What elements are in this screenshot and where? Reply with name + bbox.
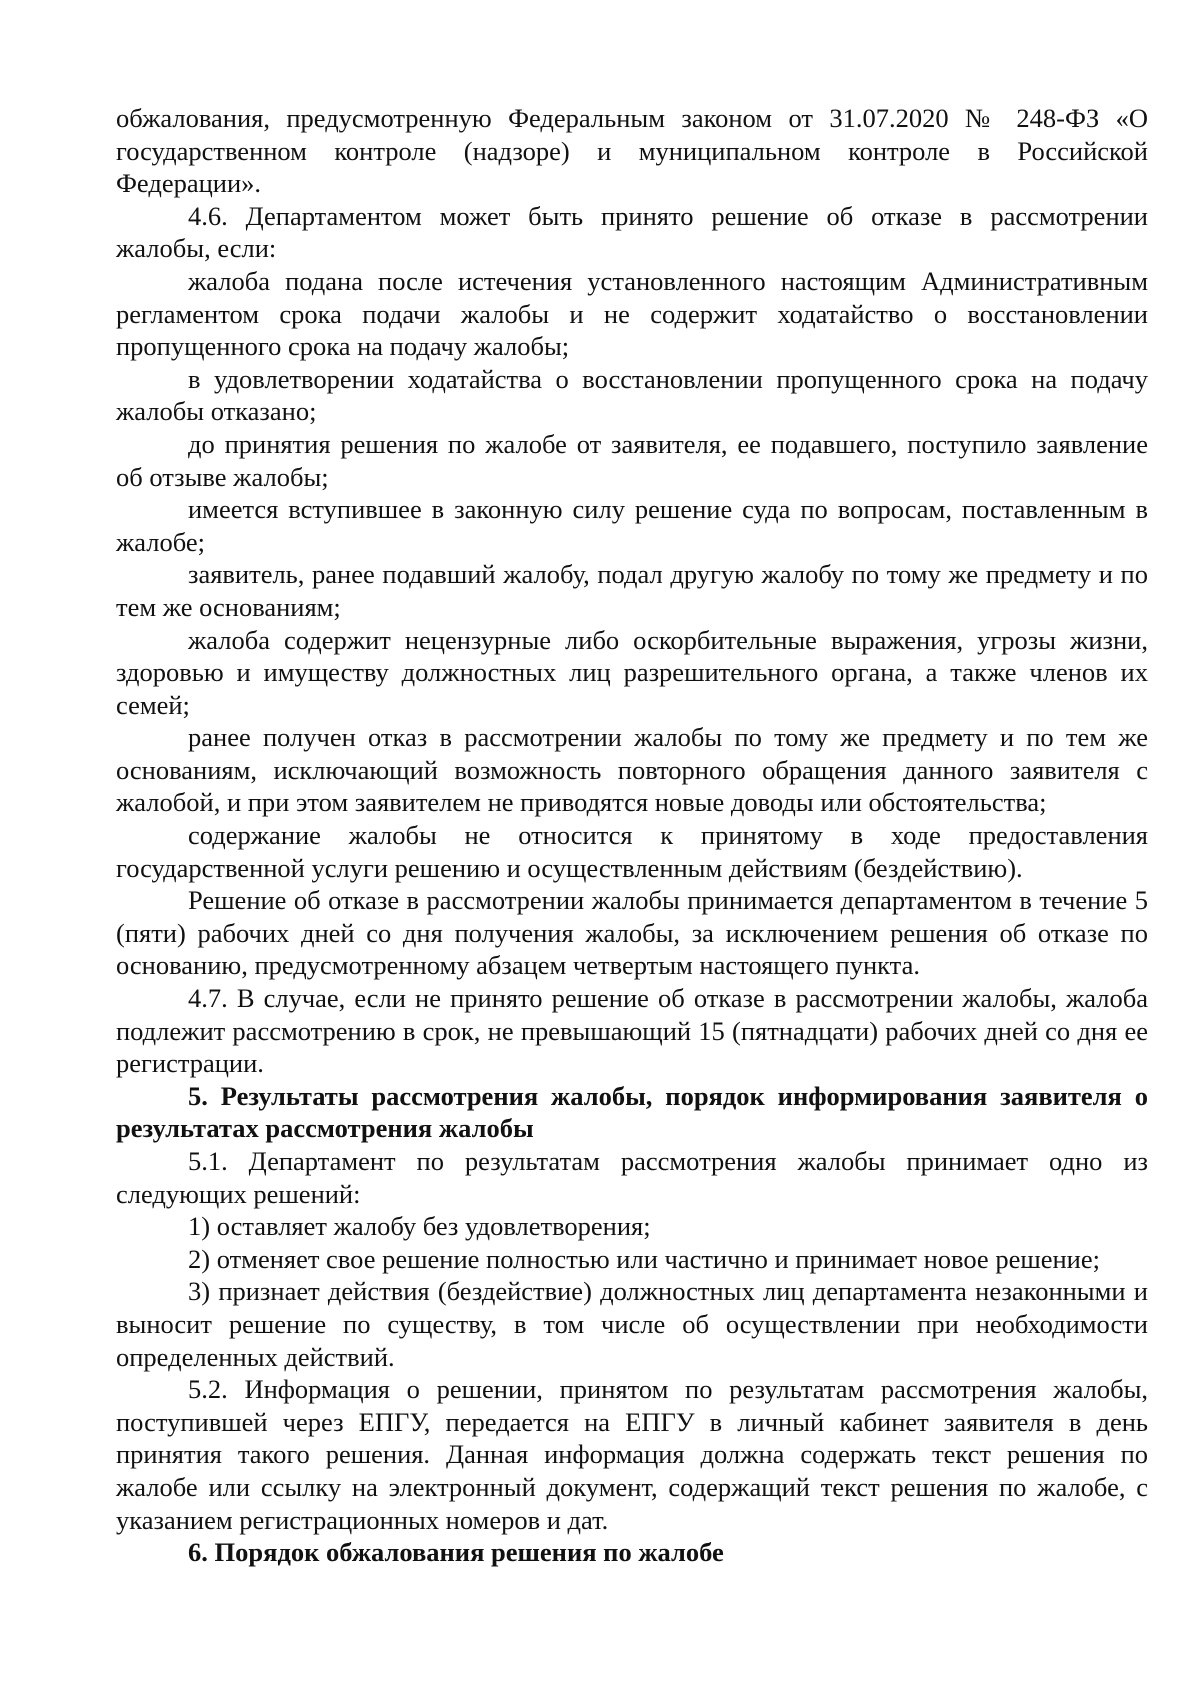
section-heading-6: 6. Порядок обжалования решения по жалобе (188, 1537, 724, 1568)
paragraph-ground-petition-denied: в удовлетворении ходатайства о восстановлении пропущенного срока на подачу жалобы отказано; (116, 363, 1148, 427)
paragraph-ground-unrelated: содержание жалобы не относится к принятому в ходе предоставления государственной услуги решению и осуществленным действиям (бездействию). (116, 820, 1148, 883)
paragraph-ground-court-decision: имеется вступившее в законную силу решение суда по вопросам, поставленным в жалобе; (116, 494, 1148, 557)
paragraph-continuation: обжалования, предусмотренную Федеральным законом от 31.07.2020 № 248-ФЗ «О государственном контроле (надзоре) и муниципальном контроле в Российской Федерации». (116, 103, 1148, 199)
paragraph-clause-4-6: 4.6. Департаментом может быть принято решение об отказе в рассмотрении жалобы, если: (116, 200, 1148, 264)
list-item-decision-2: 2) отменяет свое решение полностью или частично и принимает новое решение; (188, 1243, 1100, 1274)
paragraph-refusal-term: Решение об отказе в рассмотрении жалобы принимается департаментом в течение 5 (пяти) рабочих дней со дня получения жалобы, за исключением решения об отказе по основанию, предусмотренному абзацем четвертым настоящего пункта. (116, 885, 1148, 981)
paragraph-ground-prior-refusal: ранее получен отказ в рассмотрении жалобы по тому же предмету и по тем же основаниям, исключающий возможность повторного обращения данного заявителя с жалобой, и при этом заявителем не приводятся новые доводы или обстоятельства; (116, 722, 1148, 818)
paragraph-clause-5-2: 5.2. Информация о решении, принятом по результатам рассмотрения жалобы, поступившей через ЕПГУ, передается на ЕПГУ в личный кабинет заявителя в день принятия такого решения. Данная информация должна содержать текст решения по жалобе или ссылку на электронный документ, содержащий текст решения по жалобе, с указанием регистрационных номеров и дат. (116, 1374, 1148, 1535)
paragraph-ground-withdrawal: до принятия решения по жалобе от заявителя, ее подавшего, поступило заявление об отзыве жалобы; (116, 428, 1148, 492)
list-item-decision-3: 3) признает действия (бездействие) должностных лиц департамента незаконными и выносит решение по существу, в том числе об осуществлении при необходимости определенных действий. (116, 1276, 1148, 1372)
document-page (116, 102, 1148, 1569)
paragraph-clause-4-7: 4.7. В случае, если не принято решение об отказе в рассмотрении жалобы, жалоба подлежит рассмотрению в срок, не превышающий 15 (пятнадцати) рабочих дней со дня ее регистрации. (116, 983, 1148, 1079)
paragraph-ground-duplicate: заявитель, ранее подавший жалобу, подал другую жалобу по тому же предмету и по тем же основаниям; (116, 559, 1148, 622)
paragraph-ground-obscene: жалоба содержит нецензурные либо оскорбительные выражения, угрозы жизни, здоровью и имуществу должностных лиц разрешительного органа, а также членов их семей; (116, 624, 1148, 720)
paragraph-clause-5-1: 5.1. Департамент по результатам рассмотрения жалобы принимает одно из следующих решений: (116, 1146, 1148, 1209)
section-heading-5: 5. Результаты рассмотрения жалобы, порядок информирования заявителя о результатах рассмотрения жалобы (116, 1080, 1148, 1144)
paragraph-ground-late-filing: жалоба подана после истечения установленного настоящим Административным регламентом срока подачи жалобы и не содержит ходатайство о восстановлении пропущенного срока на подачу жалобы; (116, 265, 1148, 362)
list-item-decision-1: 1) оставляет жалобу без удовлетворения; (188, 1211, 651, 1242)
